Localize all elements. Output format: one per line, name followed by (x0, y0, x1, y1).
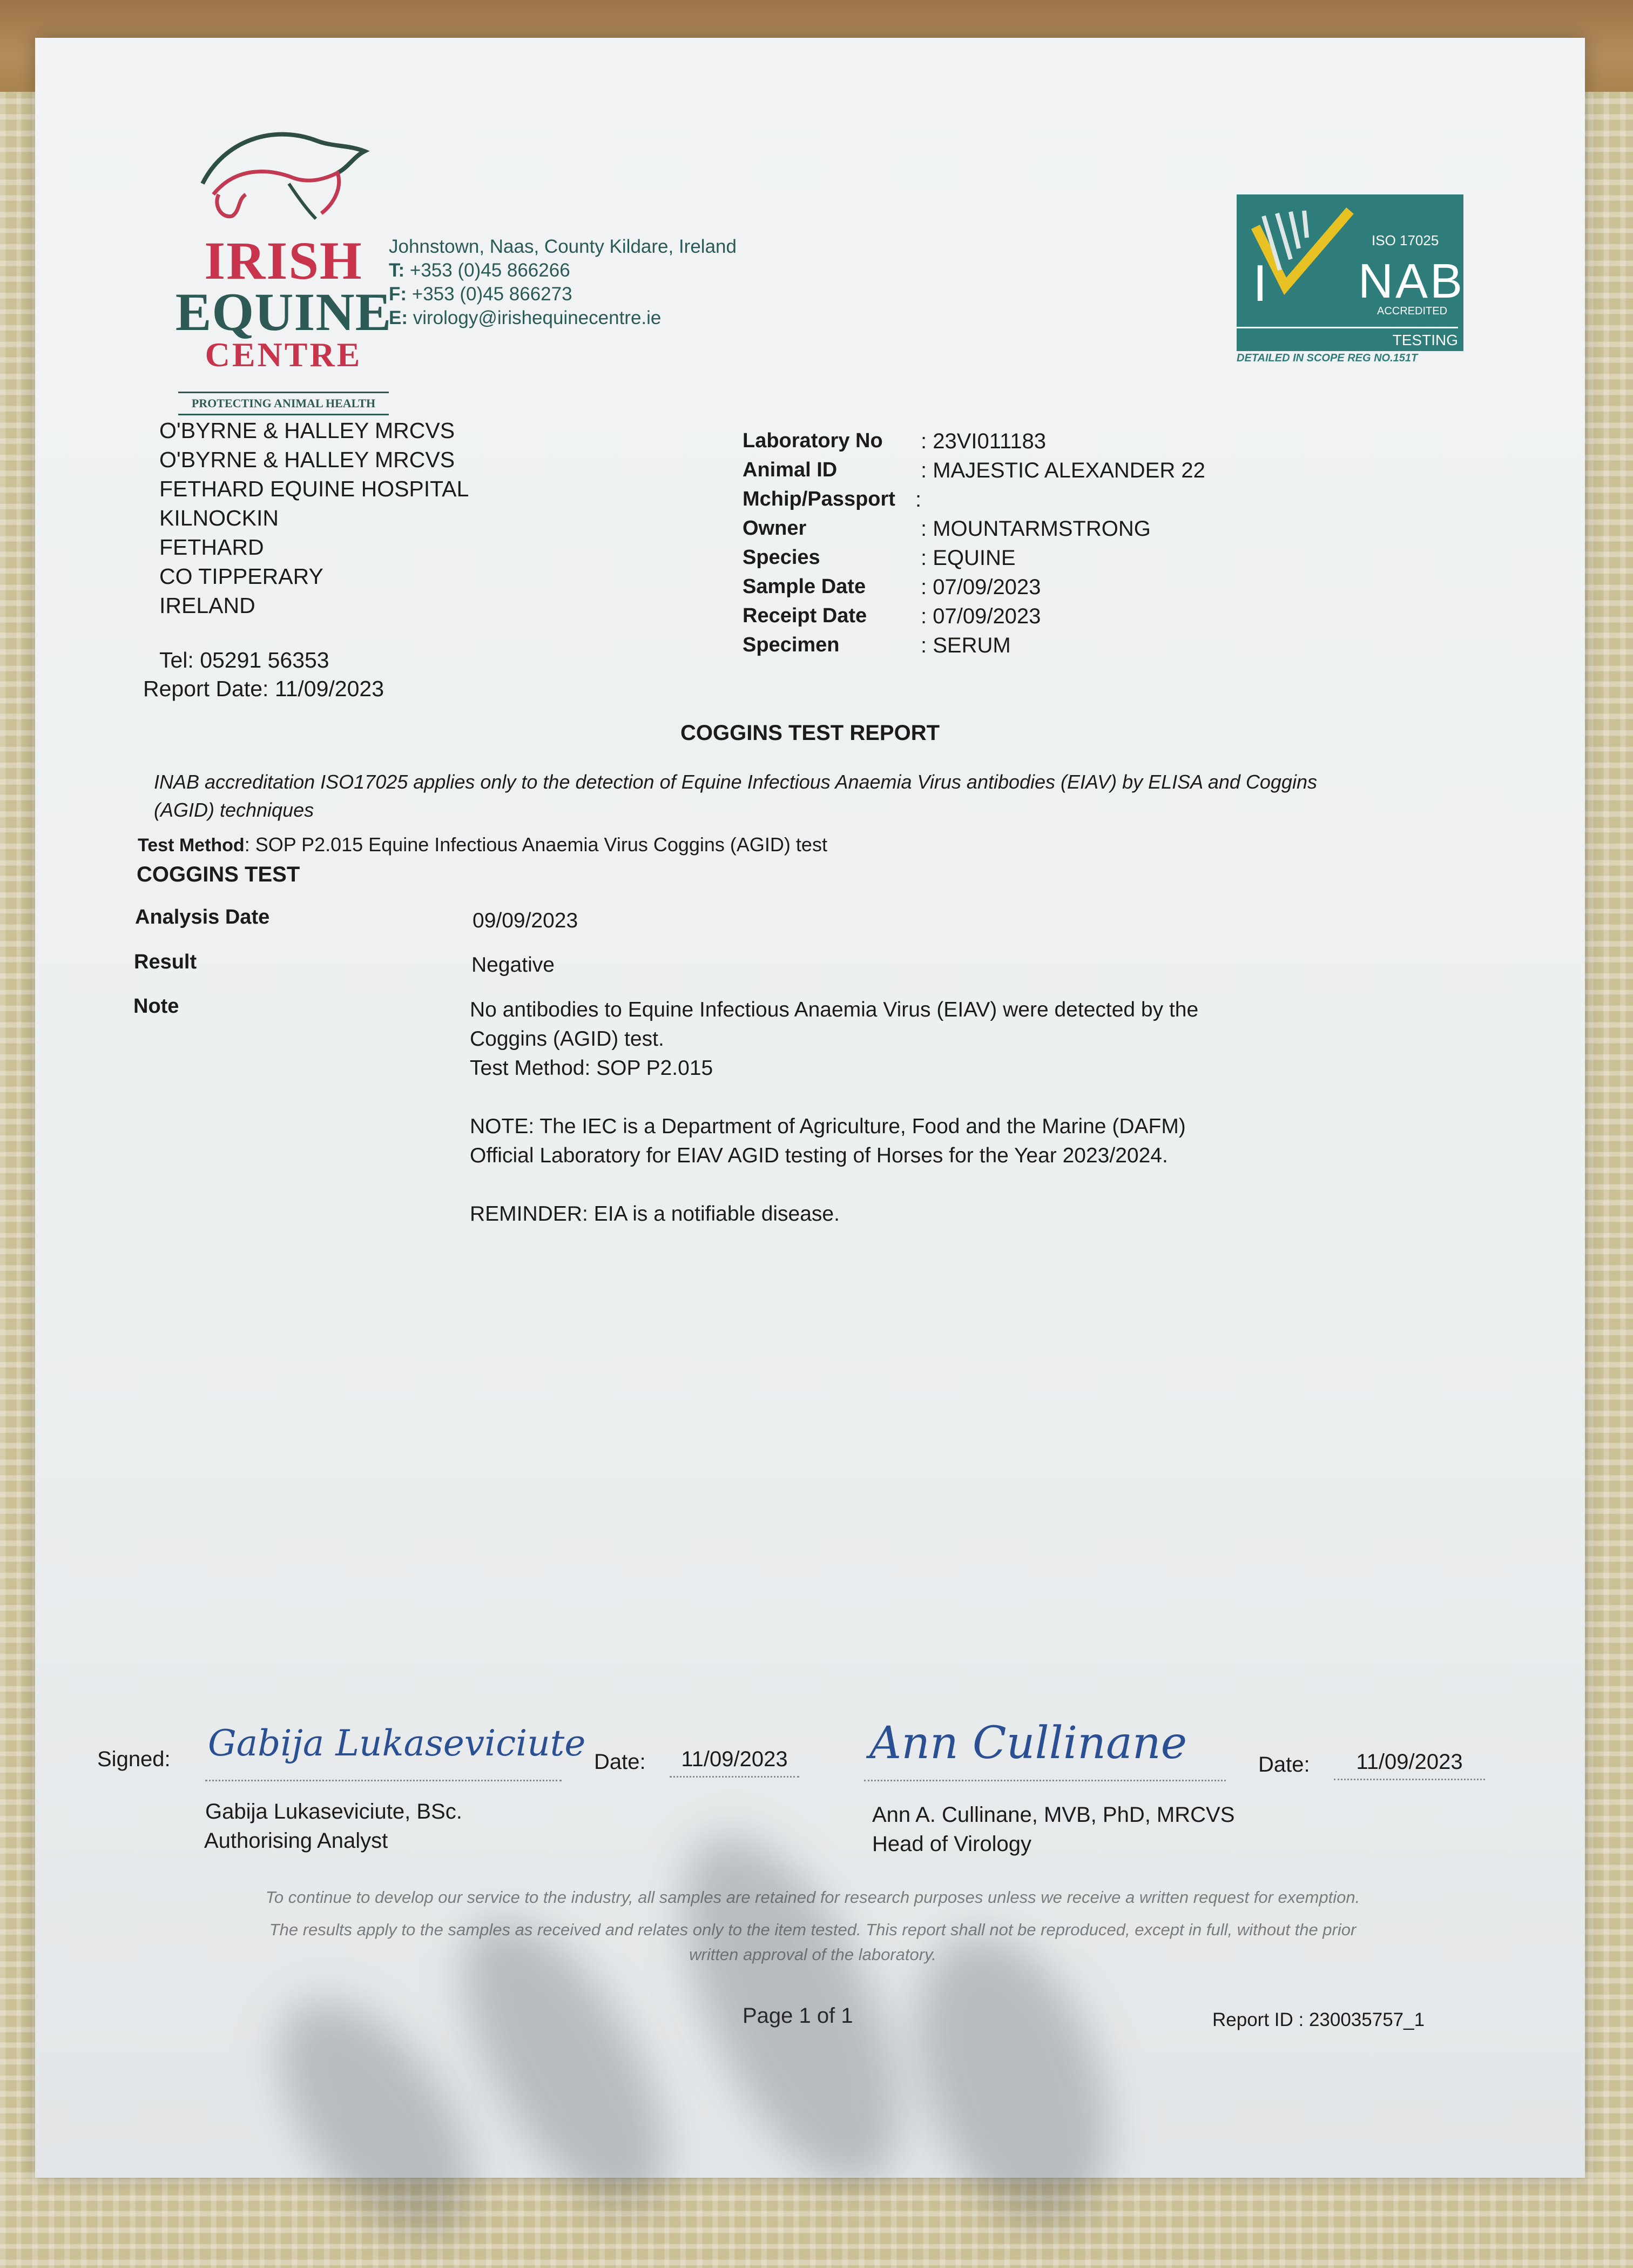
note-paragraph: No antibodies to Equine Infectious Anaemia Virus (EIAV) were detected by the Coggins (AGID) test. (470, 998, 1199, 1051)
note-method: Test Method: SOP P2.015 (470, 1056, 713, 1080)
sig1-role: Authorising Analyst (204, 1829, 388, 1853)
sample-label: Owner (743, 517, 807, 540)
date-label-2: Date: (1258, 1753, 1310, 1776)
sample-label: Animal ID (743, 459, 838, 481)
logo-equine: EQUINE (175, 282, 392, 342)
sample-value: : SERUM (921, 634, 1011, 657)
address-line: O'BYRNE & HALLEY MRCVS (159, 447, 455, 472)
inab-prefix: I (1253, 254, 1267, 312)
note-body (470, 995, 1237, 1229)
address-line: FETHARD (159, 535, 264, 560)
horse-logo-icon (192, 119, 375, 227)
inab-accreditation-note: INAB accreditation ISO17025 applies only to the detection of Equine Infectious Anaemia Virus antibodies (EIAV) by ELISA and Coggins (AGID) techniques (154, 771, 1317, 821)
address-line: O'BYRNE & HALLEY MRCVS (159, 418, 455, 443)
sample-label: Receipt Date (743, 604, 867, 627)
test-method-value: : SOP P2.015 Equine Infectious Anaemia Virus Coggins (AGID) test (244, 833, 827, 856)
sample-value: : MOUNTARMSTRONG (921, 517, 1151, 541)
address-line: IRELAND (159, 593, 255, 618)
inab-badge (1237, 194, 1469, 364)
address-line: FETHARD EQUINE HOSPITAL (159, 476, 469, 501)
sample-value: : MAJESTIC ALEXANDER 22 (921, 459, 1205, 482)
report-title: COGGINS TEST REPORT (680, 721, 940, 745)
sig1-name: Gabija Lukaseviciute, BSc. (205, 1800, 462, 1823)
recipient-tel: Tel: 05291 56353 (159, 648, 329, 672)
disclaimer-line: To continue to develop our service to the industry, all samples are retained for research purposes unless we receive a written request for exemption. (265, 1888, 1360, 1907)
sample-value: : 07/09/2023 (921, 575, 1041, 599)
inab-accredited: ACCREDITED (1377, 305, 1448, 317)
disclaimer-line: The results apply to the samples as received and relates only to the item tested. This report shall not be reproduced, except in full, without the prior (269, 1920, 1357, 1939)
signature-line-2 (864, 1718, 1226, 1781)
sample-label: Sample Date (743, 575, 866, 598)
sample-value: : 23VI011183 (921, 429, 1047, 453)
email-label: E: (389, 307, 408, 328)
inab-brand: NAB (1358, 254, 1465, 308)
note-reminder: REMINDER: EIA is a notifiable disease. (470, 1202, 840, 1226)
recipient-address (159, 416, 645, 620)
handwritten-signature-1 (208, 1712, 586, 1772)
finger-shadow (638, 1803, 944, 2215)
logo-tagline: PROTECTING ANIMAL HEALTH (178, 392, 389, 415)
sample-label: Species (743, 546, 820, 569)
disclaimer-line: written approval of the laboratory. (689, 1945, 936, 1964)
section-heading: COGGINS TEST (137, 863, 300, 886)
inab-iso: ISO 17025 (1372, 232, 1439, 248)
address-line: KILNOCKIN (159, 506, 279, 530)
iec-logo (170, 119, 397, 432)
sample-value: : (915, 488, 922, 512)
lab-phone: +353 (0)45 866266 (409, 260, 570, 281)
lab-email: virology@irishequinecentre.ie (413, 307, 662, 328)
analysis-date-value: 09/09/2023 (473, 909, 578, 932)
lab-fax: +353 (0)45 866273 (411, 284, 572, 305)
report-date: Report Date: 11/09/2023 (143, 676, 384, 701)
inab-scope: DETAILED IN SCOPE REG NO.151T (1237, 352, 1418, 364)
sample-value: : EQUINE (921, 546, 1016, 570)
note-label: Note (133, 995, 179, 1018)
logo-irish: IRISH (204, 231, 363, 291)
sample-label: Mchip/Passport (743, 488, 895, 510)
test-method-label: Test Method (138, 835, 245, 856)
page-number: Page 1 of 1 (743, 2004, 853, 2028)
sample-label: Laboratory No (743, 429, 883, 452)
result-label: Result (134, 951, 197, 973)
result-value: Negative (471, 953, 555, 977)
lab-contact (389, 235, 929, 330)
svg-text:Gabija Lukaseviciute: Gabija Lukaseviciute (208, 1722, 586, 1764)
sample-value: : 07/09/2023 (921, 604, 1041, 628)
signature-line-1 (205, 1722, 586, 1781)
sig2-role: Head of Virology (872, 1832, 1031, 1856)
note-paragraph: NOTE: The IEC is a Department of Agriculture, Food and the Marine (DAFM) Official Laboratory for EIAV AGID testing of Horses for the Year 2023/2024. (470, 1115, 1186, 1167)
sig1-date: 11/09/2023 (670, 1747, 799, 1778)
handwritten-signature-2 (869, 1701, 1204, 1772)
sig2-date: 11/09/2023 (1334, 1750, 1485, 1780)
sample-label: Specimen (743, 634, 840, 656)
inab-testing: TESTING (1237, 327, 1458, 349)
address-line: CO TIPPERARY (159, 564, 323, 589)
svg-text:Ann Cullinane: Ann Cullinane (869, 1718, 1187, 1769)
lab-address: Johnstown, Naas, County Kildare, Ireland (389, 236, 737, 257)
test-method (138, 833, 827, 856)
logo-centre: CENTRE (205, 335, 362, 374)
phone-label: T: (389, 260, 405, 281)
date-label-1: Date: (594, 1750, 646, 1774)
report-id: Report ID : 230035757_1 (1212, 2009, 1425, 2030)
report-page (35, 38, 1585, 2178)
sig2-name: Ann A. Cullinane, MVB, PhD, MRCVS (872, 1803, 1235, 1827)
signed-label: Signed: (97, 1747, 171, 1771)
fax-label: F: (389, 284, 407, 305)
analysis-date-label: Analysis Date (135, 906, 270, 928)
